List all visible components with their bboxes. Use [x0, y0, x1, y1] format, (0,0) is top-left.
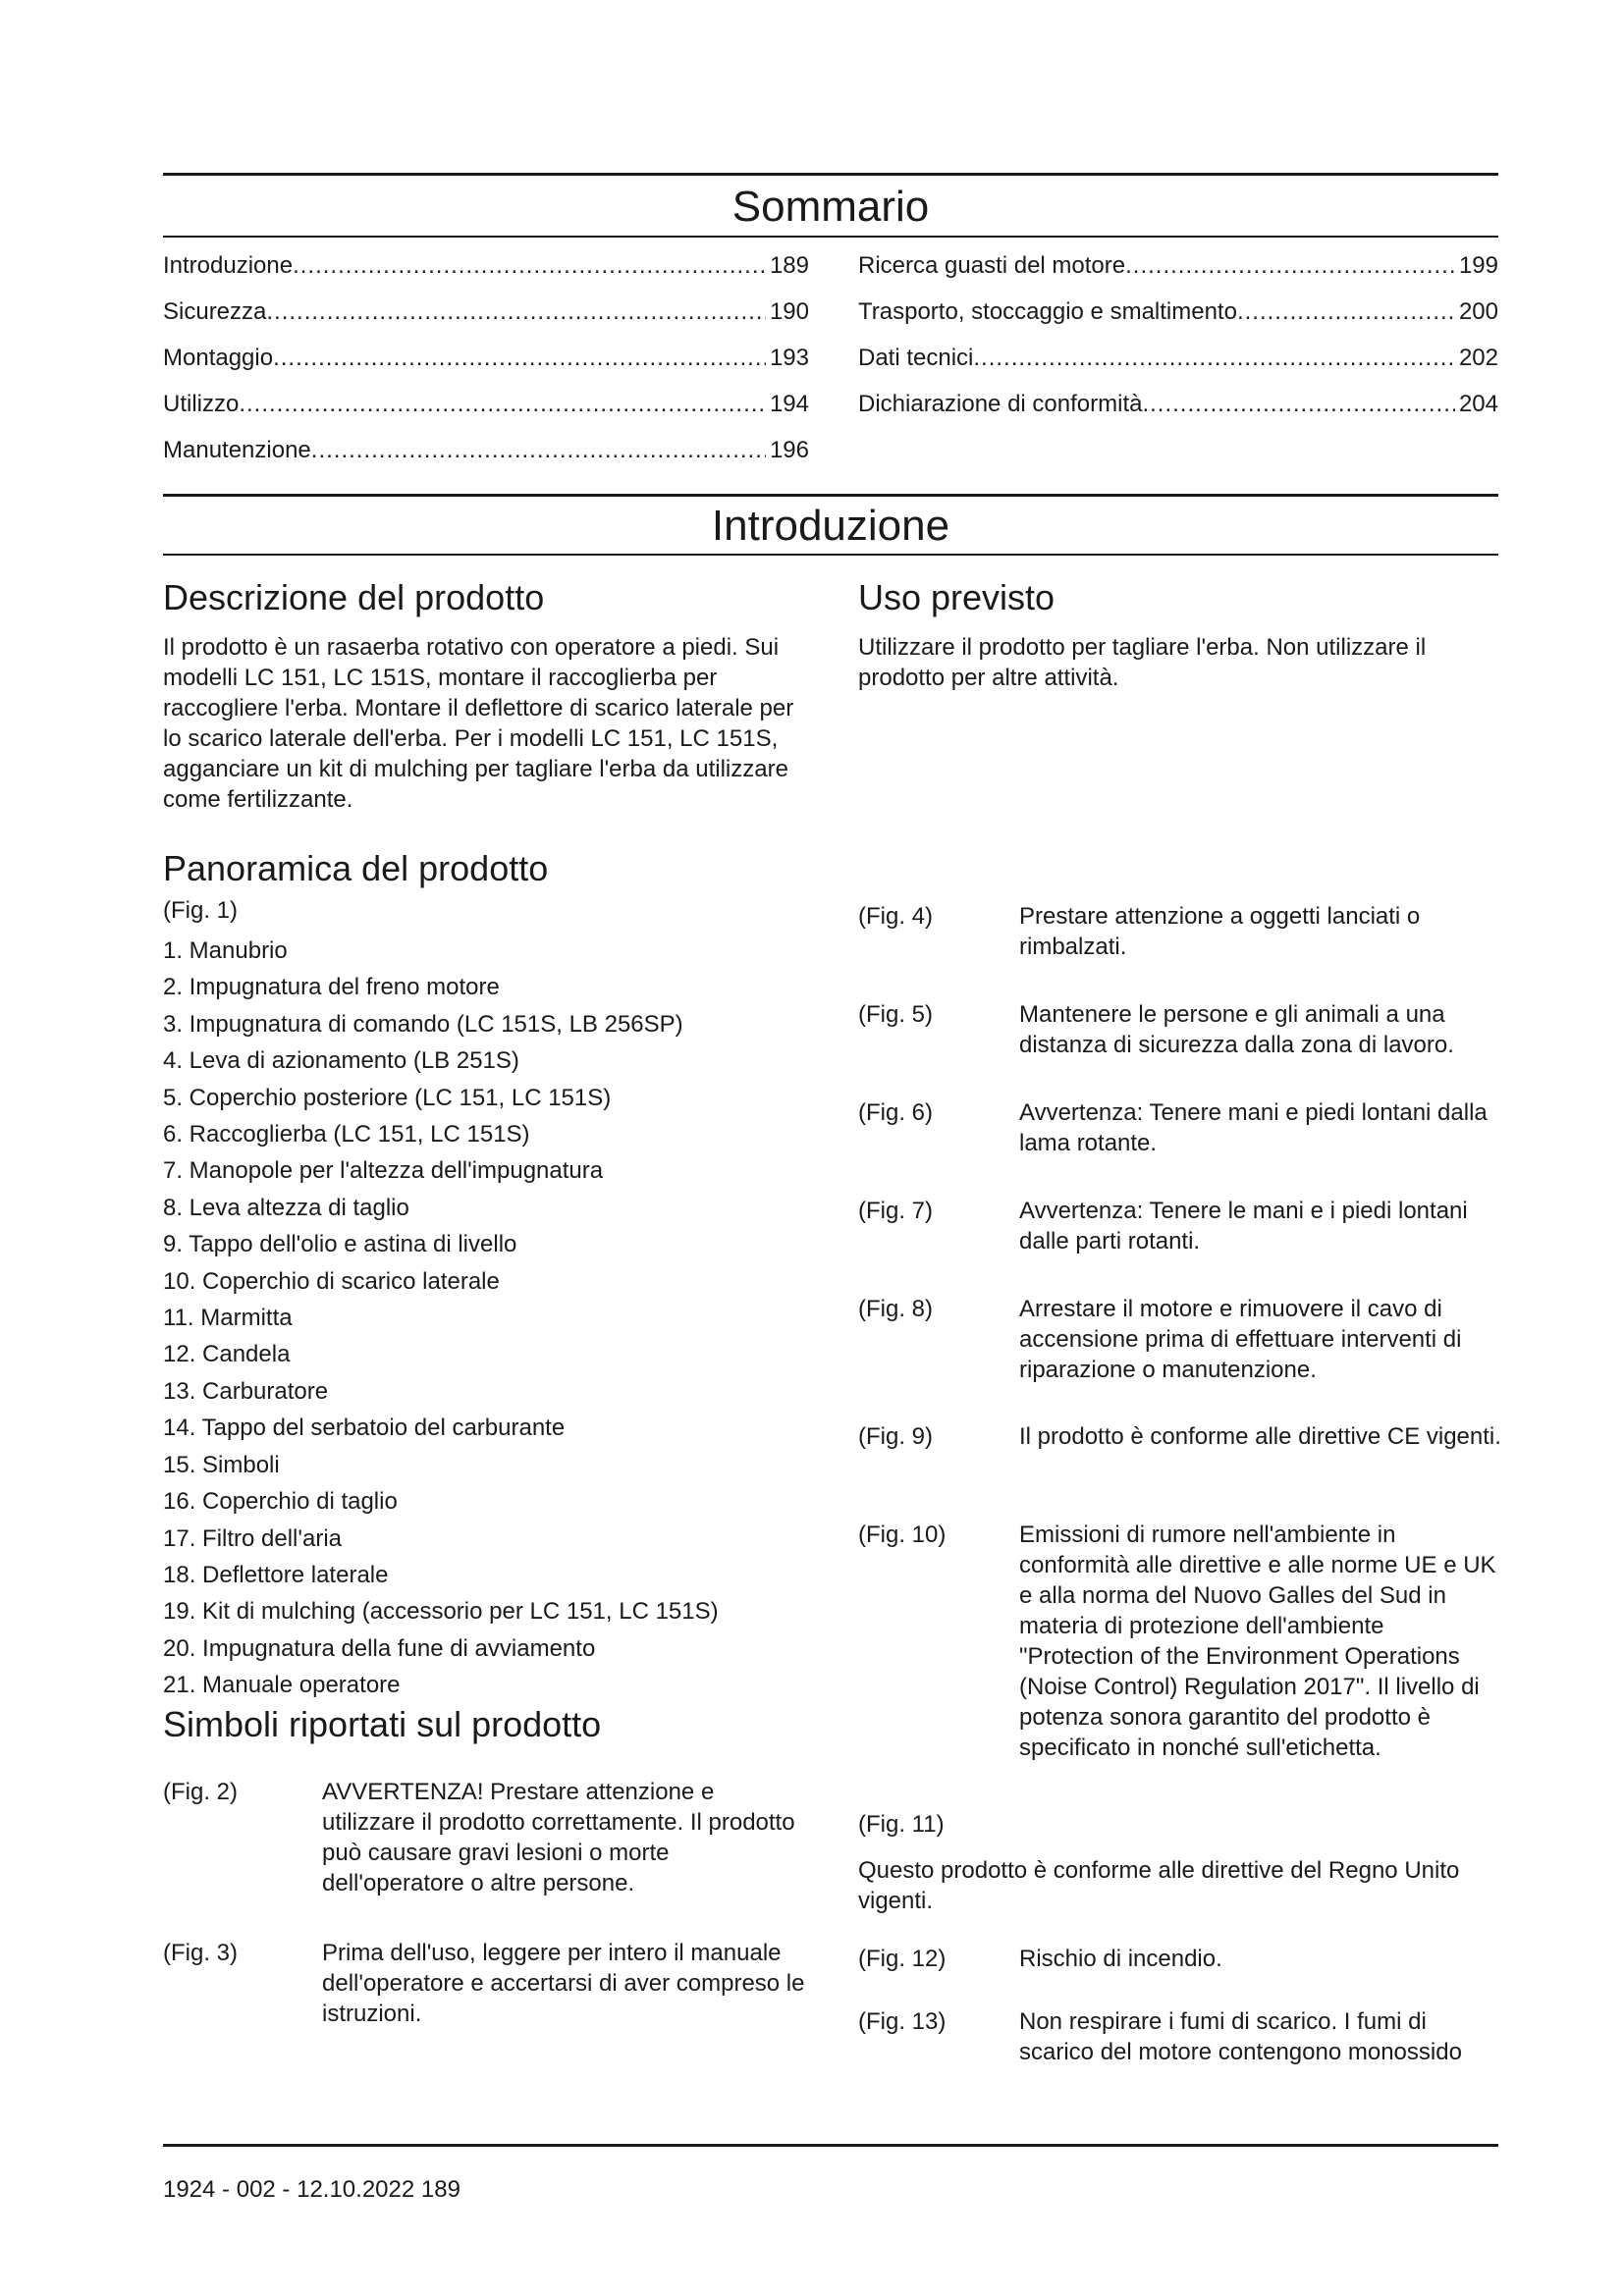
symbol-text: Avvertenza: Tenere mani e piedi lontani dalla lama rotante. [1019, 1099, 1488, 1156]
list-item: 15. Simboli [163, 1451, 280, 1478]
list-item: 7. Manopole per l'altezza dell'impugnatura [163, 1157, 604, 1185]
list-item: 14. Tappo del serbatoio del carburante [163, 1415, 566, 1442]
toc-entry-trasporto[interactable]: Trasporto, stoccaggio e smaltimento ..... 200 [858, 297, 1498, 327]
symbol-fig-ref: (Fig. 10) [858, 1522, 947, 1548]
symbol-text: Avvertenza: Tenere le mani e i piedi lontani dalle parti rotanti. [1019, 1198, 1468, 1255]
list-item: 13. Carburatore [163, 1377, 329, 1405]
symbol-fig-ref: (Fig. 8) [858, 1296, 934, 1322]
list-item: 21. Manuale operatore [163, 1672, 401, 1699]
page-footer: 1924 - 002 - 12.10.2022 189 [163, 2176, 460, 2203]
list-item: 12. Candela [163, 1341, 291, 1368]
toc-title: Sommario [731, 183, 930, 231]
list-item: 2. Impugnatura del freno motore [163, 974, 500, 1001]
description-body: Il prodotto è un rasaerba rotativo con operatore a piedi. Sui modelli LC 151, LC 151S, montare il raccoglierba per raccogliere l'erba. Montare il deflettore di scarico laterale per lo scarico laterale dell'erba. Per i modelli LC 151, LC 151S, agganciare un kit di mulching per tagliare l'erba da utilizzare come fertilizzante. [163, 634, 794, 813]
toc-entry-ricerca-guasti[interactable]: Ricerca guasti del motore ..... 199 [858, 251, 1498, 281]
symbol-fig-ref: (Fig. 4) [858, 903, 934, 930]
symbol-text: Prima dell'uso, leggere per intero il manuale dell'operatore e accertarsi di aver compreso le istruzioni. [322, 1940, 805, 2027]
toc-entry-sicurezza[interactable]: Sicurezza ..... 190 [163, 297, 809, 327]
toc-bottom-rule [163, 236, 1498, 238]
list-item: 17. Filtro dell'aria [163, 1524, 342, 1552]
symbol-fig11-text: Questo prodotto è conforme alle direttive del Regno Unito vigenti. [858, 1857, 1460, 1914]
list-item: 11. Marmitta [163, 1305, 293, 1332]
footer-rule [163, 2144, 1498, 2147]
toc-top-rule [163, 173, 1498, 176]
list-item: 19. Kit di mulching (accessorio per LC 151, LC 151S) [163, 1598, 719, 1626]
toc-entry-manutenzione[interactable]: Manutenzione ..... 196 [163, 436, 809, 465]
intended-use-body: Utilizzare il prodotto per tagliare l'erba. Non utilizzare il prodotto per altre attività. [858, 634, 1427, 691]
toc-entry-dichiarazione[interactable]: Dichiarazione di conformità ..... 204 [858, 390, 1498, 419]
list-item: 18. Deflettore laterale [163, 1561, 389, 1588]
toc-entry-utilizzo[interactable]: Utilizzo ..... 194 [163, 390, 809, 419]
list-item: 8. Leva altezza di taglio [163, 1194, 409, 1221]
list-item: 4. Leva di azionamento (LB 251S) [163, 1047, 519, 1075]
symbol-text: Non respirare i fumi di scarico. I fumi di scarico del motore contengono monossido [1019, 2008, 1462, 2065]
intro-bottom-rule [163, 554, 1498, 556]
symbol-fig-ref: (Fig. 3) [163, 1940, 239, 1966]
overview-fig-ref: (Fig. 1) [163, 897, 239, 924]
symbol-fig-ref: (Fig. 2) [163, 1779, 239, 1805]
list-item: 6. Raccoglierba (LC 151, LC 151S) [163, 1121, 530, 1148]
intro-top-rule [163, 494, 1498, 497]
symbol-text: Mantenere le persone e gli animali a una distanza di sicurezza dalla zona di lavoro. [1019, 1001, 1454, 1058]
symbol-fig11-ref: (Fig. 11) [858, 1811, 945, 1838]
list-item: 5. Coperchio posteriore (LC 151, LC 151S) [163, 1084, 612, 1111]
symbol-fig-ref: (Fig. 9) [858, 1423, 934, 1450]
toc-entry-montaggio[interactable]: Montaggio ..... 193 [163, 344, 809, 373]
intended-use-heading: Uso previsto [858, 577, 1056, 617]
symbol-text: Rischio di incendio. [1019, 1946, 1222, 1972]
list-item: 20. Impugnatura della fune di avviamento [163, 1634, 596, 1662]
toc-entry-dati-tecnici[interactable]: Dati tecnici ..... 202 [858, 344, 1498, 373]
toc-entry-introduzione[interactable]: Introduzione ..... 189 [163, 251, 809, 281]
symbol-text: Arrestare il motore e rimuovere il cavo di accensione prima di effettuare interventi di riparazione o manutenzione. [1019, 1296, 1462, 1383]
symbol-fig-ref: (Fig. 7) [858, 1198, 934, 1224]
symbols-heading: Simboli riportati sul prodotto [163, 1704, 602, 1744]
list-item: 1. Manubrio [163, 937, 288, 964]
list-item: 9. Tappo dell'olio e astina di livello [163, 1231, 517, 1258]
list-item: 16. Coperchio di taglio [163, 1488, 398, 1516]
symbol-fig-ref: (Fig. 12) [858, 1946, 947, 1972]
symbol-text: Emissioni di rumore nell'ambiente in conformità alle direttive e alle norme UE e UK e alla norma del Nuovo Galles del Sud in materia di protezione dell'ambiente "Protection of the Environment Operations (Noise Control) Regulation 2017". Il livello di potenza sonora garantito del prodotto è specificato in nonché sull'etichetta. [1019, 1522, 1496, 1761]
symbol-fig-ref: (Fig. 5) [858, 1001, 934, 1028]
description-heading: Descrizione del prodotto [163, 577, 545, 617]
list-item: 10. Coperchio di scarico laterale [163, 1267, 500, 1295]
symbol-text: Prestare attenzione a oggetti lanciati o rimbalzati. [1019, 903, 1421, 960]
list-item: 3. Impugnatura di comando (LC 151S, LB 256SP) [163, 1010, 683, 1038]
overview-heading: Panoramica del prodotto [163, 848, 549, 888]
symbol-fig-ref: (Fig. 6) [858, 1099, 934, 1126]
symbol-text: Il prodotto è conforme alle direttive CE vigenti. [1019, 1423, 1501, 1450]
intro-title: Introduzione [711, 502, 950, 550]
symbol-fig-ref: (Fig. 13) [858, 2008, 947, 2035]
overview-parts-list [163, 933, 791, 1704]
symbol-text: AVVERTENZA! Prestare attenzione e utilizzare il prodotto correttamente. Il prodotto può causare gravi lesioni o morte dell'operatore o altre persone. [322, 1779, 795, 1896]
